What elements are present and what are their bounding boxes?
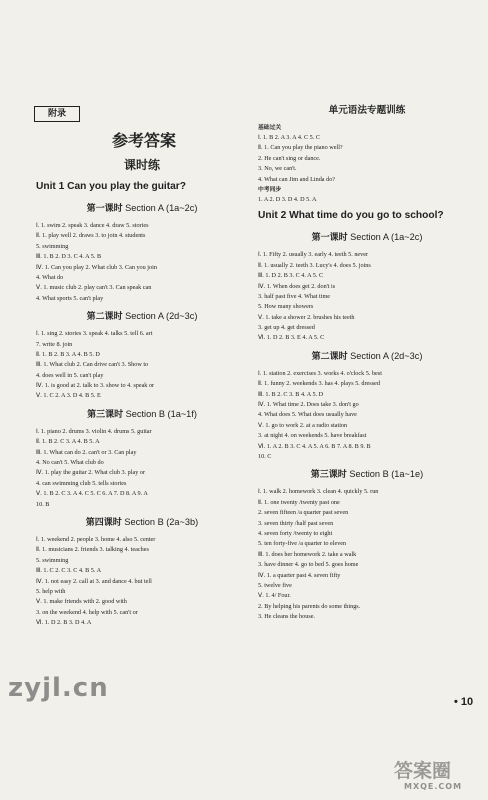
answer-line: 4. What does 5. What does usually have — [258, 411, 357, 419]
answer-line: Ⅵ. 1. D 2. B 3. E 4. A 5. C — [258, 334, 325, 342]
lesson-section: Section A (1a~2c) — [350, 232, 423, 243]
answer-line: Ⅲ. 1. B 2. D 3. C 4. A 5. B — [36, 253, 102, 261]
answer-line: Ⅴ. 1. make friends with 2. good with — [36, 598, 127, 606]
answer-line: 3. have dinner 4. go to bed 5. goes home — [258, 561, 359, 569]
answer-line: Ⅴ. 1. go to work 2. at a radio station — [258, 421, 348, 429]
answer-line: Ⅰ. 1. weekend 2. people 3. home 4. also 5. center — [36, 535, 156, 543]
unit1-sections — [36, 200, 248, 629]
answer-line: 3. He cleans the house. — [258, 613, 316, 621]
unit2-heading: Unit 2 What time do you go to school? — [258, 210, 444, 222]
answer-line: Ⅳ. 1. a quarter past 4. seven fifty — [258, 571, 341, 579]
lesson-heading — [36, 308, 248, 326]
exam-answers — [258, 195, 476, 205]
answer-line: Ⅰ. 1. walk 2. homework 3. clean 4. quickly 5. run — [258, 488, 379, 496]
answer-line: 3. get up 4. get dressed — [258, 324, 315, 332]
answer-line: Ⅳ. 1. What time 2. Does take 3. don't go — [258, 401, 359, 409]
exam-label: 中考同步 — [258, 186, 282, 193]
answer-line: Ⅳ. 1. Can you play 2. What club 3. Can you join — [36, 263, 157, 271]
answer-line: Ⅰ. 1. station 2. exercises 3. works 4. o'clock 5. best — [258, 369, 382, 377]
answer-line: 7. write 8. join — [36, 340, 73, 348]
answer-line: Ⅲ. 1. D 2. B 3. C 4. A 5. C — [258, 272, 324, 280]
answer-line: Ⅲ. 1. What club 2. Can drive can't 3. Show to — [36, 361, 149, 369]
answer-line: 4. can swimming club 5. tells stories — [36, 479, 127, 487]
answer-line: 3. half past five 4. What time — [258, 292, 331, 300]
lesson-number: 第二课时 — [311, 351, 348, 362]
answer-line: 2. He can't sing or dance. — [258, 154, 321, 162]
answer-line: Ⅳ. 1. not easy 2. call at 3. and dance 4. but tell — [36, 577, 152, 585]
watermark-right-url: MXQE.COM — [404, 782, 463, 791]
answer-line: 5. help with — [36, 587, 66, 595]
answer-line: Ⅱ. 1. B 2. C 3. A 4. B 5. A — [36, 438, 100, 446]
right-column — [258, 103, 476, 622]
grammar-training-header: 单元语法专题训练 — [328, 105, 406, 116]
answer-line: Ⅱ. 1. funny 2. weekends 3. has 4. plays 5. dressed — [258, 380, 380, 388]
answer-line: Ⅲ. 1. B 2. C 3. B 4. A 5. D — [258, 390, 324, 398]
lesson-number: 第三课时 — [87, 409, 124, 420]
answer-line: 3. at night 4. on weekends 5. have breakfast — [258, 432, 367, 440]
lesson-section: Section B (2a~3b) — [124, 516, 199, 527]
answer-line: Ⅱ. 1. B 2. B 3. A 4. B 5. D — [36, 350, 100, 358]
answer-line: Ⅰ. 1. sing 2. stories 3. speak 4. talks 5. tell 6. art — [36, 330, 153, 338]
answer-line: Ⅴ. 1. take a shower 2. brushes his teeth — [258, 313, 355, 321]
answer-line: Ⅵ. 1. D 2. B 3. D 4. A — [36, 619, 92, 627]
answer-line: Ⅲ. 1. C 2. C 3. C 4. B 5. A — [36, 567, 102, 575]
lesson-section: Section A (2d~3c) — [350, 350, 423, 361]
basic-label: 基础过关 — [258, 125, 282, 131]
lesson-section: Section A (1a~2c) — [125, 203, 198, 213]
lesson-heading — [258, 466, 476, 484]
lesson-number: 第三课时 — [310, 470, 347, 481]
answer-line: 4. does well in 5. can't play — [36, 371, 104, 379]
answer-line: 4. No can't 5. What club do — [36, 459, 104, 467]
lesson-heading — [36, 406, 248, 424]
basic-answers — [258, 133, 476, 185]
answer-line: 4. What sports 5. can't play — [36, 294, 104, 302]
answer-line: 2. By helping his parents do some things. — [258, 602, 361, 610]
lesson-practice-subtitle: 课时练 — [123, 158, 160, 172]
watermark-left: zyjl.cn — [8, 673, 109, 703]
answer-line: Ⅱ. 1. usually 2. teeth 3. Lucy's 4. does 5. joins — [258, 261, 371, 269]
answer-line: 4. What do — [36, 273, 64, 281]
answer-line: 3. on the weekend 4. help with 5. can't or — [36, 608, 138, 616]
answer-line: Ⅳ. 1. play the guitar 2. What club 3. play or — [36, 469, 146, 477]
lesson-heading — [36, 514, 248, 532]
unit2-sections — [258, 229, 476, 622]
answer-line: Ⅰ. 1. piano 2. drums 3. violin 4. drums 5. guitar — [36, 427, 152, 435]
watermark-right-logo: 答案圈 — [394, 760, 452, 782]
answer-line: Ⅳ. 1. When does get 2. don't is — [258, 282, 336, 290]
answer-line: 5. ten forty-five /a quarter to eleven — [258, 540, 347, 548]
answer-line: 5. swimming — [36, 242, 69, 250]
answer-line: 5. swimming — [36, 556, 69, 564]
answer-line: Ⅵ. 1. A 2. B 3. C 4. A 5. A 6. B 7. A 8. B 9. B — [258, 442, 371, 450]
lesson-heading — [258, 229, 476, 247]
answer-line: 2. seven fifteen /a quarter past seven — [258, 509, 349, 517]
answer-line: Ⅲ. 1. What can do 2. can't or 3. Can play — [36, 448, 137, 456]
answer-line: Ⅰ. 1. Fifty 2. usually 3. early 4. teeth 5. never — [258, 251, 369, 259]
answer-line: Ⅳ. 1. is good at 2. talk to 3. show to 4. speak or — [36, 382, 155, 390]
answer-line: 3. seven thirty /half past seven — [258, 519, 334, 527]
answer-line: Ⅰ. 1. swim 2. speak 3. dance 4. draw 5. stories — [36, 222, 149, 229]
appendix-tag: 附录 — [34, 106, 80, 122]
lesson-number: 第二课时 — [86, 312, 123, 323]
lesson-number: 第一课时 — [86, 204, 123, 214]
lesson-number: 第一课时 — [311, 233, 348, 244]
answer-line: Ⅱ. 1. musicians 2. friends 3. talking 4. teaches — [36, 546, 149, 554]
answer-line: 3. No, we can't. — [258, 165, 297, 173]
answer-line: 10. B — [36, 500, 50, 508]
answer-line: 1. A 2. D 3. D 4. D 5. A — [258, 195, 317, 203]
answer-line: Ⅰ. 1. B 2. A 3. A 4. C 5. C — [258, 134, 320, 141]
answer-line: Ⅲ. 1. does her homework 2. take a walk — [258, 550, 357, 558]
answer-line: Ⅴ. 1. C 2. A 3. D 4. B 5. E — [36, 392, 101, 400]
answer-line: 5. twelve five — [258, 581, 292, 589]
answer-line: Ⅱ. 1. one twenty /twenty past one — [258, 498, 340, 506]
lesson-heading — [36, 200, 248, 218]
answer-line: 5. How many showers — [258, 303, 314, 311]
lesson-section: Section B (1a~1f) — [125, 408, 197, 419]
unit1-heading: Unit 1 Can you play the guitar? — [36, 181, 186, 192]
lesson-number: 第四课时 — [85, 517, 122, 528]
lesson-section: Section A (2d~3c) — [125, 311, 198, 322]
lesson-section: Section B (1a~1e) — [349, 469, 424, 480]
answer-line: 4. What can Jim and Linda do? — [258, 175, 336, 183]
answer-line: Ⅴ. 1. 4/ Four. — [258, 592, 291, 600]
answer-line: Ⅴ. 1. music club 2. play can't 3. Can speak can — [36, 284, 152, 292]
page-number: • 10 — [454, 696, 474, 708]
answer-line: Ⅱ. 1. play well 2. draws 3. to join 4. students — [36, 232, 146, 240]
lesson-heading — [258, 348, 476, 366]
answer-line: 10. C — [258, 452, 272, 460]
answer-line: Ⅱ. 1. Can you play the piano well? — [258, 144, 343, 152]
answer-line: Ⅴ. 1. B 2. C 3. A 4. C 5. C 6. A 7. D 8. A 9. A — [36, 490, 148, 498]
answer-title: 参考答案 — [111, 131, 176, 150]
answer-line: 4. seven forty /twenty to eight — [258, 529, 333, 537]
left-column — [36, 128, 248, 629]
